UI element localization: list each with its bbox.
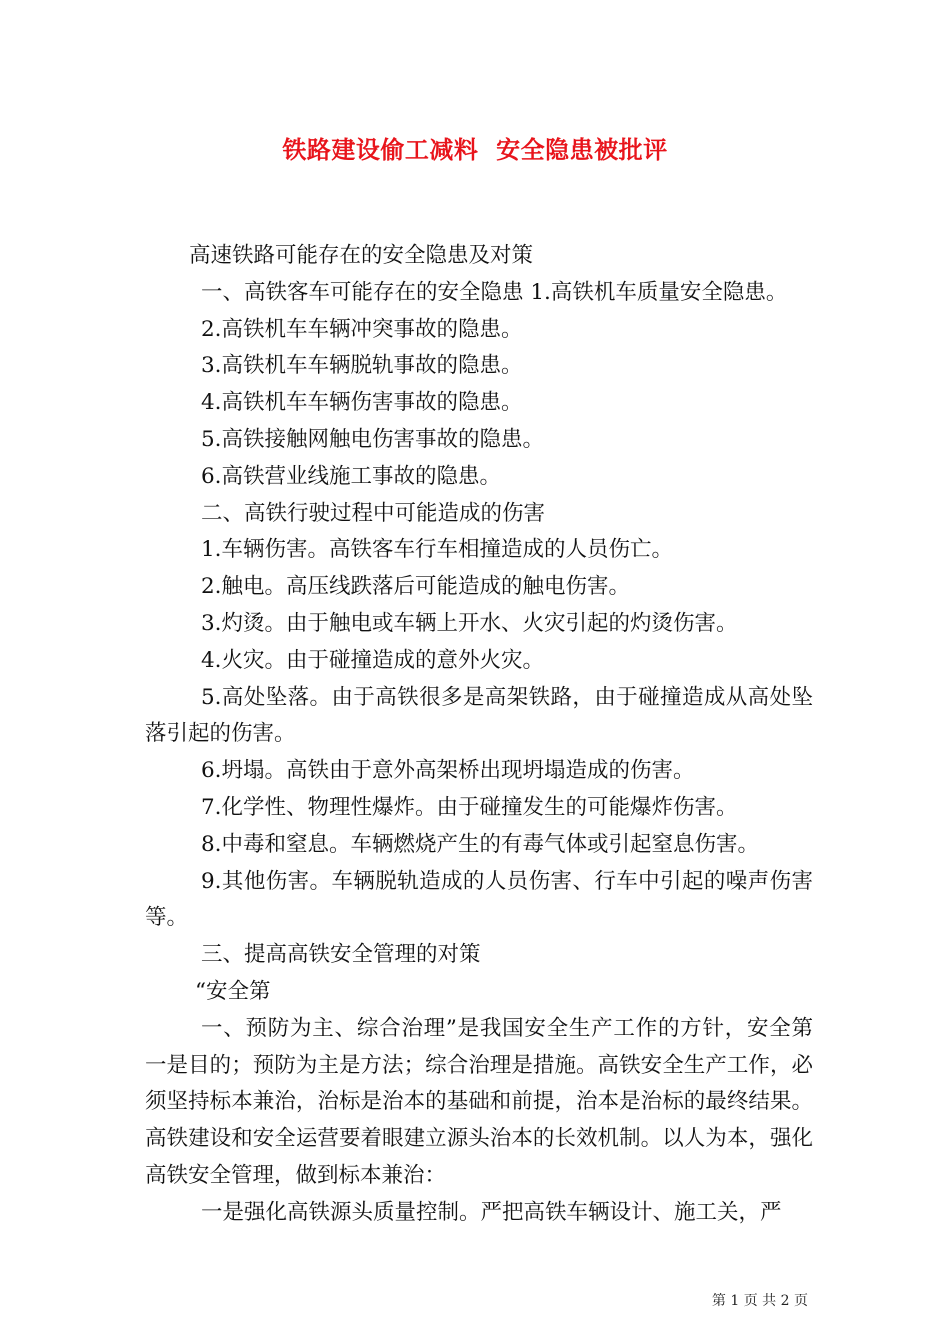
document-title: 铁路建设偷工减料 安全隐患被批评 [282, 135, 668, 164]
paragraph: 5.高铁接触网触电伤害事故的隐患。 [201, 426, 545, 452]
paragraph: 9.其他伤害。车辆脱轨造成的人员伤害、行车中引起的噪声伤害等。 [145, 868, 813, 931]
section-heading: 三、提高高铁安全管理的对策 [201, 942, 481, 968]
paragraph: 4.高铁机车车辆伤害事故的隐患。 [201, 390, 523, 416]
section-heading: 二、高铁行驶过程中可能造成的伤害 [201, 500, 546, 526]
paragraph: 5.高处坠落。由于高铁很多是高架铁路，由于碰撞造成从高处坠落引起的伤害。 [145, 684, 813, 747]
paragraph: 一是强化高铁源头质量控制。严把高铁车辆设计、施工关，严 [201, 1199, 782, 1225]
paragraph: 6.高铁营业线施工事故的隐患。 [201, 463, 502, 489]
document-body [145, 238, 813, 1232]
paragraph: 一、高铁客车可能存在的安全隐患 1.高铁机车质量安全隐患。 [201, 279, 788, 305]
paragraph: 1.车辆伤害。高铁客车行车相撞造成的人员伤亡。 [201, 537, 674, 563]
paragraph-heading: 高速铁路可能存在的安全隐患及对策 [189, 243, 534, 268]
paragraph: 4.火灾。由于碰撞造成的意外火灾。 [201, 647, 545, 673]
paragraph: 3.高铁机车车辆脱轨事故的隐患。 [201, 353, 523, 379]
paragraph: 2.高铁机车车辆冲突事故的隐患。 [201, 316, 523, 342]
page-number: 第 1 页 共 2 页 [711, 1293, 808, 1309]
paragraph: 8.中毒和窒息。车辆燃烧产生的有毒气体或引起窒息伤害。 [201, 831, 760, 857]
paragraph: 6.坍塌。高铁由于意外高架桥出现坍塌造成的伤害。 [201, 758, 695, 784]
paragraph: 2.触电。高压线跌落后可能造成的触电伤害。 [201, 574, 631, 600]
paragraph: “安全第 [195, 978, 271, 1004]
paragraph: 一、预防为主、综合治理”是我国安全生产工作的方针，安全第一是目的；预防为主是方法；综合治理是措施。高铁安全生产工作，必须坚持标本兼治，治标是治本的基础和前提，治本是治标的最终结果。高铁建设和安全运营要着眼建立源头治本的长效机制。以人为本，强化高铁安全管理，做到标本兼治： [145, 1015, 813, 1188]
paragraph: 3.灼烫。由于触电或车辆上开水、火灾引起的灼烫伤害。 [201, 610, 738, 636]
paragraph: 7.化学性、物理性爆炸。由于碰撞发生的可能爆炸伤害。 [201, 794, 738, 820]
